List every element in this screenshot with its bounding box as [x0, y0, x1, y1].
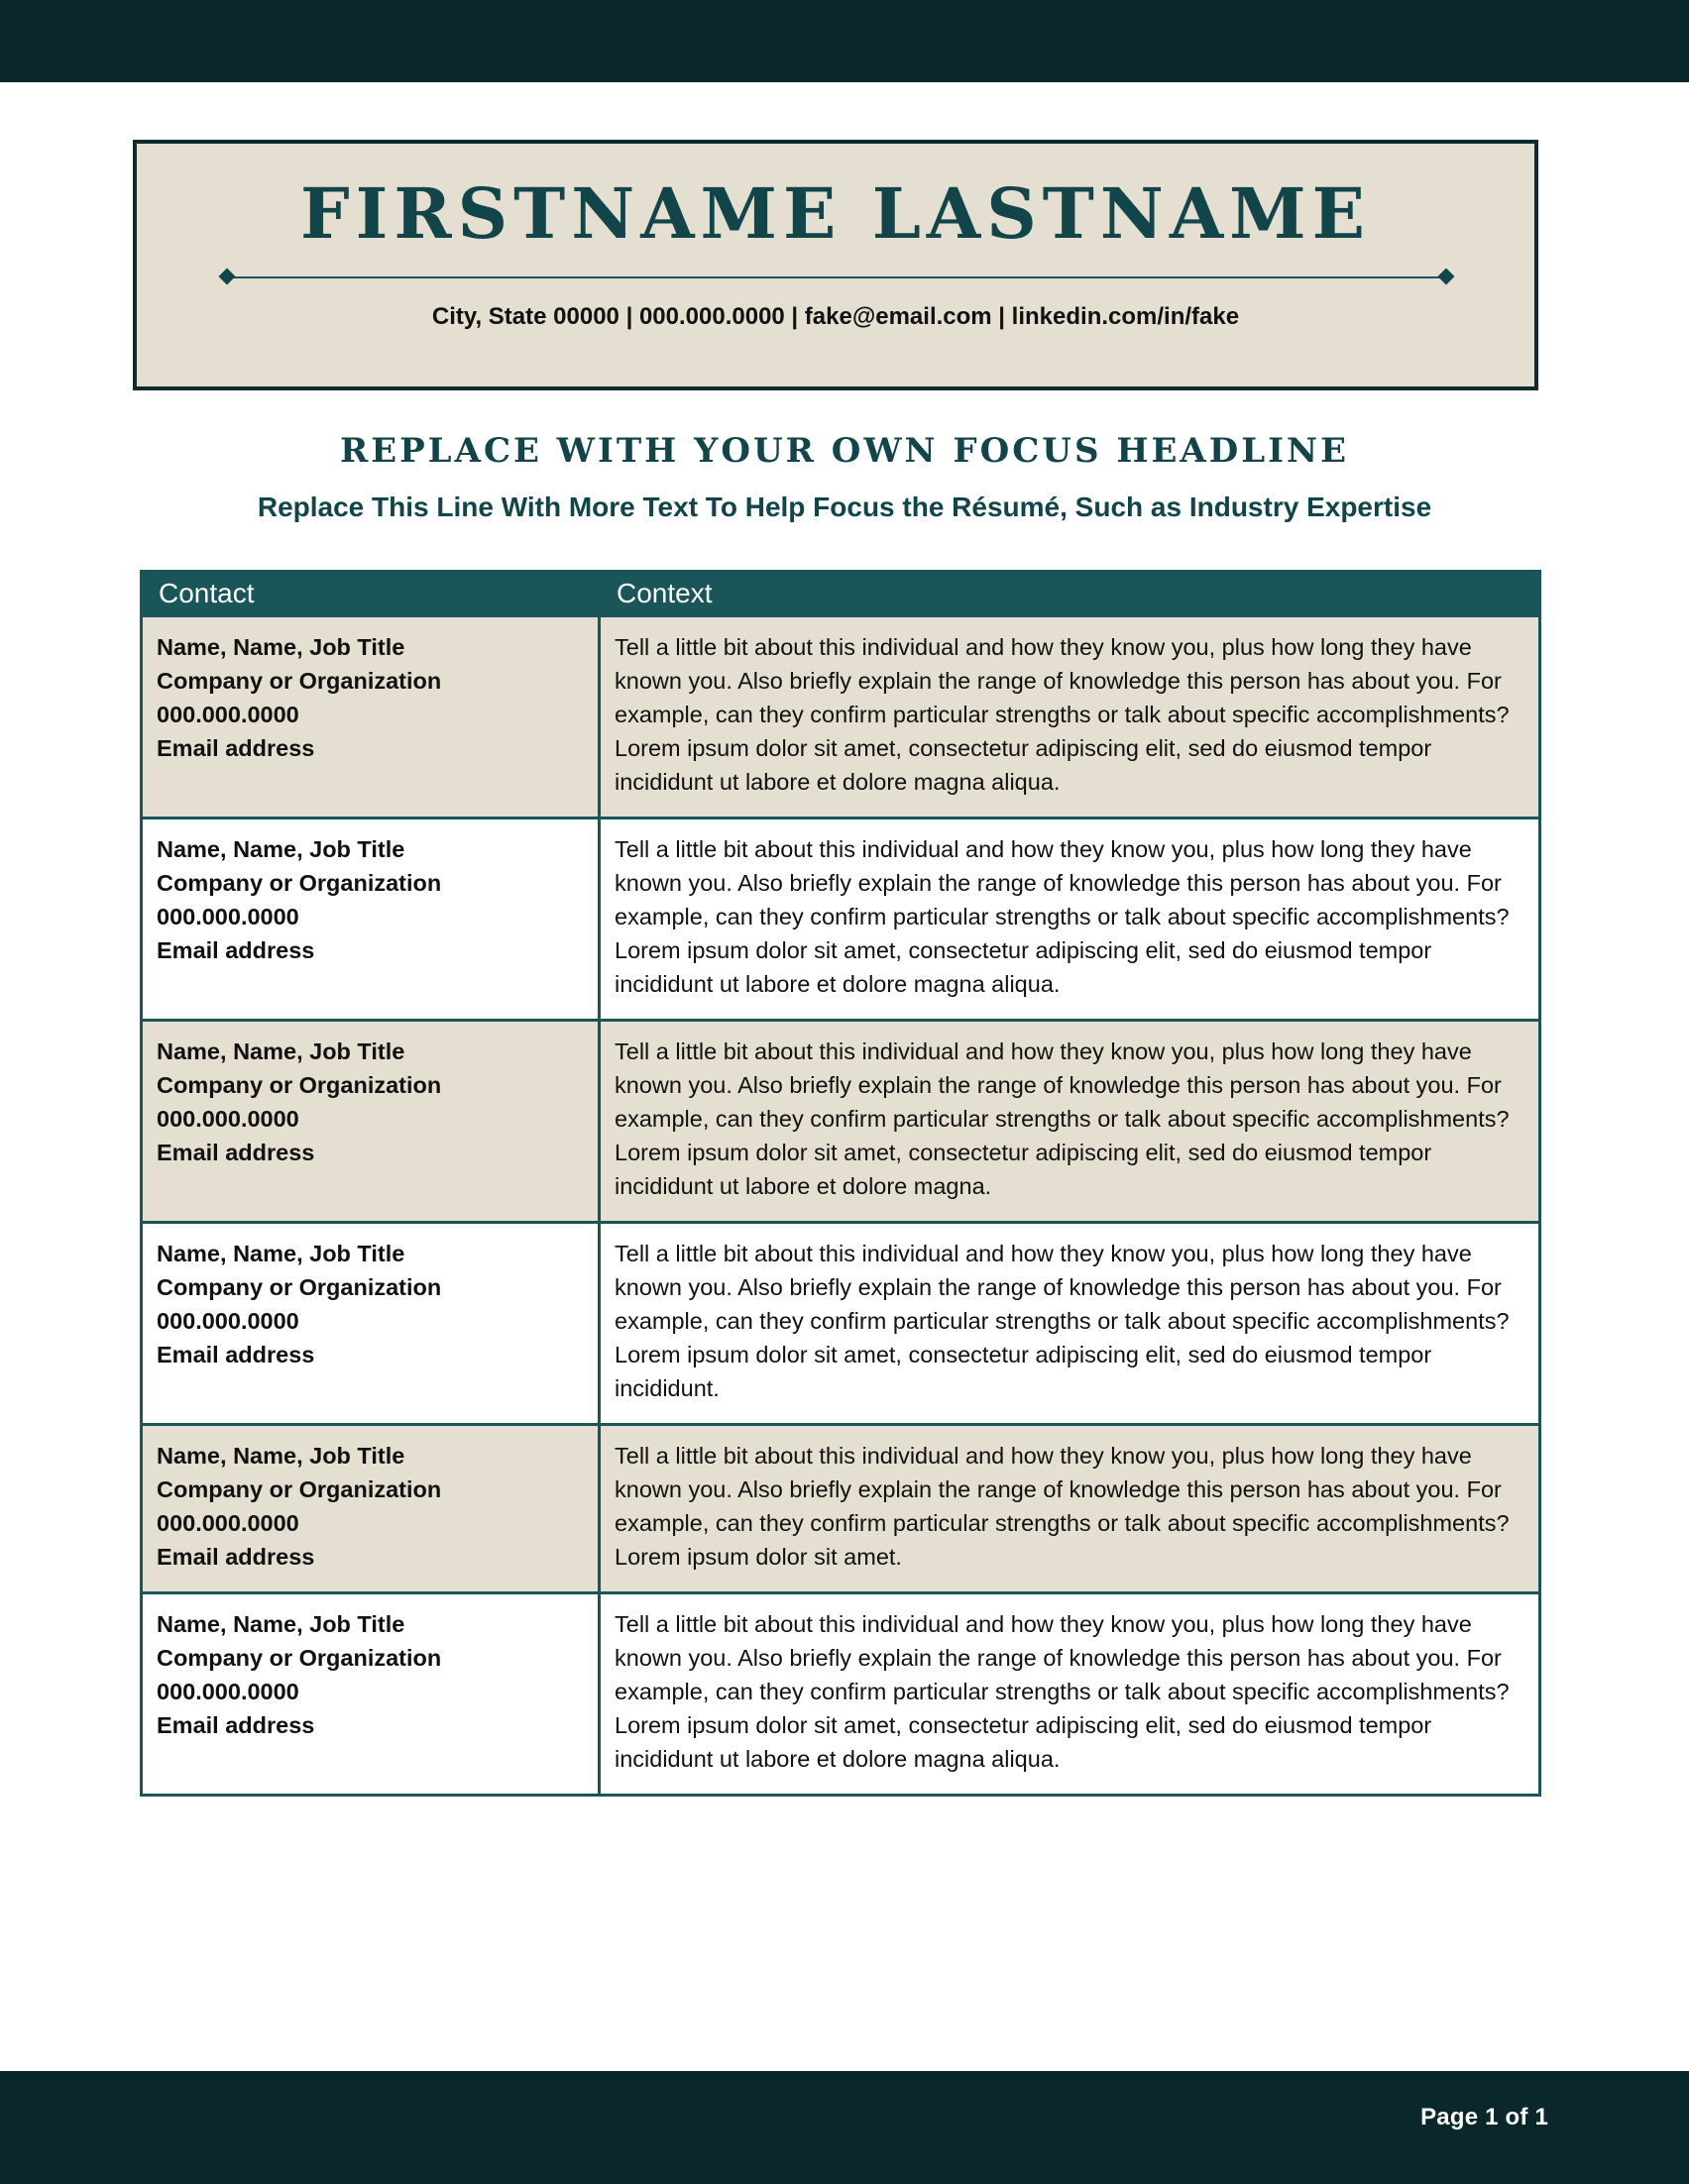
table-row	[142, 819, 1540, 1021]
context-cell: Tell a little bit about this individual and how they know you, plus how long they have known you. Also briefly explain the range of knowledge this person has about you. For example, can they confirm particular strengths or talk about specific accomplishments? Lorem ipsum dolor sit amet, consectetur adipiscing elit, sed do eiusmod tempor incididunt ut labore et dolore magna aliqua.	[600, 819, 1540, 1021]
reference-company: Company or Organization	[157, 1476, 442, 1502]
reference-phone: 000.000.0000	[157, 1308, 299, 1334]
footer-band	[0, 2071, 1689, 2184]
reference-email: Email address	[157, 1342, 315, 1367]
table-header-row	[142, 572, 1540, 616]
reference-email: Email address	[157, 735, 315, 761]
column-header-context: Context	[600, 572, 1540, 616]
context-cell: Tell a little bit about this individual and how they know you, plus how long they have known you. Also briefly explain the range of knowledge this person has about you. For example, can they confirm particular strengths or talk about specific accomplishments? Lorem ipsum dolor sit amet, consectetur adipiscing elit, sed do eiusmod tempor incididunt ut labore et dolore magna.	[600, 1021, 1540, 1223]
contact-cell	[142, 1223, 600, 1425]
reference-phone: 000.000.0000	[157, 1510, 299, 1536]
reference-email: Email address	[157, 1140, 315, 1165]
top-band	[0, 0, 1689, 82]
references-table	[140, 570, 1541, 1797]
header-divider	[229, 276, 1444, 278]
table-row	[142, 616, 1540, 819]
context-cell: Tell a little bit about this individual and how they know you, plus how long they have known you. Also briefly explain the range of knowledge this person has about you. For example, can they confirm particular strengths or talk about specific accomplishments? Lorem ipsum dolor sit amet, consectetur adipiscing elit, sed do eiusmod tempor incididunt ut labore et dolore magna aliqua.	[600, 616, 1540, 819]
table-row	[142, 1593, 1540, 1796]
contact-cell	[142, 1593, 600, 1796]
diamond-right-icon	[1438, 269, 1455, 285]
context-cell: Tell a little bit about this individual and how they know you, plus how long they have known you. Also briefly explain the range of knowledge this person has about you. For example, can they confirm particular strengths or talk about specific accomplishments? Lorem ipsum dolor sit amet.	[600, 1425, 1540, 1593]
reference-phone: 000.000.0000	[157, 1679, 299, 1704]
reference-email: Email address	[157, 937, 315, 963]
reference-phone: 000.000.0000	[157, 702, 299, 727]
table-row	[142, 1021, 1540, 1223]
page-number: Page 1 of 1	[1420, 2104, 1548, 2130]
reference-company: Company or Organization	[157, 1274, 442, 1300]
contact-line: City, State 00000 | 000.000.0000 | fake@email.com | linkedin.com/in/fake	[431, 303, 1240, 330]
reference-name: Name, Name, Job Title	[157, 634, 405, 660]
reference-phone: 000.000.0000	[157, 904, 299, 929]
focus-headline: REPLACE WITH YOUR OWN FOCUS HEADLINE	[339, 431, 1350, 471]
reference-phone: 000.000.0000	[157, 1106, 299, 1132]
focus-subline: Replace This Line With More Text To Help Focus the Résumé, Such as Industry Expertise	[257, 491, 1432, 522]
header-box	[133, 140, 1538, 390]
context-cell: Tell a little bit about this individual and how they know you, plus how long they have known you. Also briefly explain the range of knowledge this person has about you. For example, can they confirm particular strengths or talk about specific accomplishments? Lorem ipsum dolor sit amet, consectetur adipiscing elit, sed do eiusmod tempor incididunt.	[600, 1223, 1540, 1425]
reference-company: Company or Organization	[157, 1072, 442, 1098]
reference-company: Company or Organization	[157, 668, 442, 694]
contact-cell	[142, 1021, 600, 1223]
reference-name: Name, Name, Job Title	[157, 1241, 405, 1266]
reference-name: Name, Name, Job Title	[157, 836, 405, 862]
diamond-left-icon	[219, 269, 236, 285]
reference-name: Name, Name, Job Title	[157, 1038, 405, 1064]
reference-company: Company or Organization	[157, 1645, 442, 1671]
reference-name: Name, Name, Job Title	[157, 1443, 405, 1469]
reference-email: Email address	[157, 1544, 315, 1570]
column-header-contact: Contact	[142, 572, 600, 616]
applicant-name: FIRSTNAME LASTNAME	[299, 172, 1372, 255]
reference-company: Company or Organization	[157, 870, 442, 896]
reference-name: Name, Name, Job Title	[157, 1611, 405, 1637]
table-row	[142, 1223, 1540, 1425]
contact-cell	[142, 1425, 600, 1593]
reference-email: Email address	[157, 1712, 315, 1738]
contact-cell	[142, 819, 600, 1021]
table-row	[142, 1425, 1540, 1593]
contact-cell	[142, 616, 600, 819]
context-cell: Tell a little bit about this individual and how they know you, plus how long they have known you. Also briefly explain the range of knowledge this person has about you. For example, can they confirm particular strengths or talk about specific accomplishments? Lorem ipsum dolor sit amet, consectetur adipiscing elit, sed do eiusmod tempor incididunt ut labore et dolore magna aliqua.	[600, 1593, 1540, 1796]
